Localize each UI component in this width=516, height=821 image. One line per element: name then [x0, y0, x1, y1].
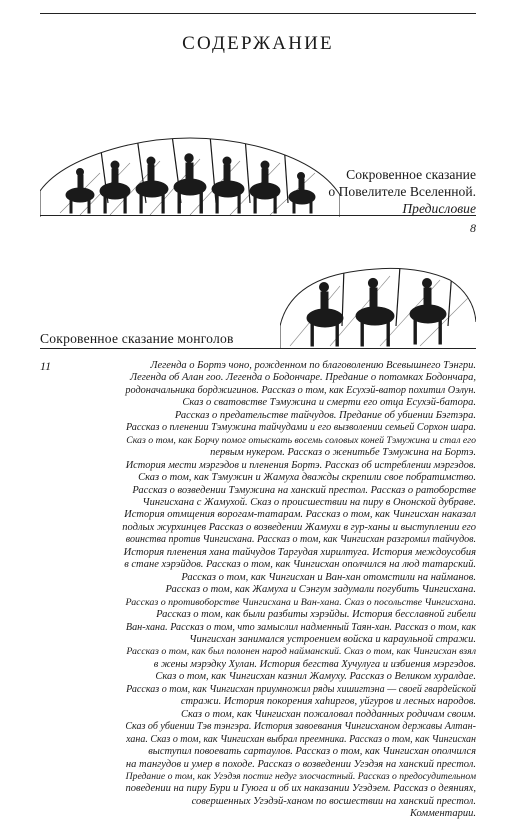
- description-line: Сказ о сватовстве Тэмужина и смерти его отца Есухэй-батора.: [182, 397, 476, 409]
- description-line: родоначальника борджигинов. Рассказ о том, как Есухэй-ватор похитил Оэлун.: [125, 384, 476, 396]
- description-line: Рассказ о пленении Тэмужина тайчудами и его вызволении семьей Сорхон шара.: [125, 422, 476, 434]
- description-line: совершенных Угэдэй-ханом по восшествии на ханский престол.: [191, 795, 476, 807]
- description-line: История пленения хана тайчудов Таргудая хирилтуга. История междоусобия: [123, 546, 476, 558]
- description-line: Легенда о Бортэ чоно, рожденном по благоволению Всевышнего Тэнгри.: [150, 360, 476, 371]
- description-line: Рассказ о том, как Чингисхан приумножил ряды хишигтэна — своей гвардейской: [126, 683, 476, 695]
- description-line: Предание о том, как Угэдэя постиг недуг злосчастный. Рассказ о предосудительном: [125, 770, 476, 782]
- description-line: Рассказ о противоборстве Чингисхана и Ван-хана. Сказ о посольстве Чингисхана.: [125, 596, 476, 608]
- description-line: Легенда об Алан гоо. Легенда о Бодончаре. Предание о потомках Бодончара,: [130, 372, 476, 384]
- top-rule: [40, 13, 476, 14]
- description-line: Рассказ о том, как Жамуха и Сэнгум задумали погубить Чингисхана.: [165, 584, 476, 596]
- page-title: СОДЕРЖАНИЕ: [182, 33, 334, 54]
- section-2-description: [122, 360, 476, 821]
- description-line: выступил повоевать сартаулов. Рассказ о том, как Чингисхан ополчился: [148, 746, 476, 758]
- section-2-page-number: 11: [40, 359, 52, 373]
- description-line: поведении на пиру Бури и Гуюга и об их наказании Угэдэем. Рассказ о деяниях,: [125, 783, 476, 795]
- description-line: Сказ о том, как Чингисхан казнил Жамуху. Рассказ о Великом хуралдае.: [155, 671, 476, 683]
- description-line: Комментарии.: [409, 808, 476, 820]
- description-line: стражи. История покорения хаһиргов, уйгуров и лесных народов.: [180, 696, 476, 708]
- description-line: История мести мэргэдов и пленения Бортэ. Рассказ об истреблении мэргэдов.: [125, 459, 476, 471]
- description-line: в жены мэрэдку Хулан. История бегства Хучулуга и избиения мэргэдов.: [153, 658, 476, 670]
- section-1-title-line-3: Предисловие: [402, 201, 476, 216]
- description-line: Рассказ о том, как был полонен народ найманский. Сказ о том, как Чингисхан взял: [126, 646, 476, 658]
- section-1-page-number: 8: [470, 221, 476, 235]
- description-line: на тангудов и умер в походе. Рассказ о возведении Угэдэя на ханский престол.: [125, 758, 476, 770]
- riders-engraving-illustration: [280, 266, 476, 348]
- description-line: Сказ об убиении Тэв тэнгэра. История завоевания Чингисханом державы Алтан-: [125, 721, 476, 733]
- description-line: первым нукером. Рассказ о женитьбе Тэмужина на Бортэ.: [210, 447, 476, 459]
- description-line: Чингисхана с Жамухой. Сказ о происшествии на пиру в Ононской дубраве.: [142, 496, 476, 508]
- description-line: История отмщения ворогам-татарам. Рассказ о том, как Чингисхан наказал: [124, 509, 476, 521]
- description-line: Сказ о том, как Чингисхан пожаловал подданных родичам своим.: [181, 708, 476, 720]
- description-line: Рассказ о предательстве тайчудов. Предание об убиении Бэгтэра.: [174, 409, 476, 421]
- description-line: в стане хэрэйдов. Рассказ о том, как Чингисхан ополчился на люд татарский.: [124, 559, 476, 571]
- section-2-rule: [40, 348, 476, 349]
- description-line: Рассказ о том, как Чингисхан и Ван-хан отомстили на найманов.: [181, 571, 476, 583]
- section-1-title: [216, 166, 476, 217]
- description-line: Рассказ о том, как были разбиты хэрэйды. История бесславной гибели: [156, 609, 476, 621]
- section-1-title-line-2: о Повелителе Вселенной.: [328, 184, 476, 199]
- section-2-title: Сокровенное сказание монголов: [40, 331, 234, 346]
- description-line: хана. Сказ о том, как Чингисхан выбрал преемника. Рассказ о том, как Чингисхан: [126, 733, 476, 745]
- description-line: Ван-хана. Рассказ о том, что замыслил надменный Таян-хан. Рассказ о том, как: [125, 621, 476, 633]
- description-line: подлых журхинцев Рассказ о возведении Жамухи в гур-ханы и выступлении его: [122, 521, 476, 533]
- description-line: Чингисхан занимался устроением войска и караульной стражи.: [189, 633, 476, 645]
- description-line: Сказ о том, как Тэмужин и Жамуха дважды скрепили свое побратимство.: [138, 472, 476, 484]
- description-line: воинства против Чингисхана. Рассказ о том, как Чингисхан разгромил тайчудов.: [125, 534, 476, 546]
- description-line: Рассказ о возведении Тэмужина на ханский престол. Рассказ о ратоборстве: [132, 484, 476, 496]
- description-line: Сказ о том, как Борчу помог отыскать восемь соловых коней Тэмужина и стал его: [126, 434, 476, 446]
- section-1-rule: [40, 215, 476, 216]
- section-1-title-line-1: Сокровенное сказание: [346, 167, 476, 182]
